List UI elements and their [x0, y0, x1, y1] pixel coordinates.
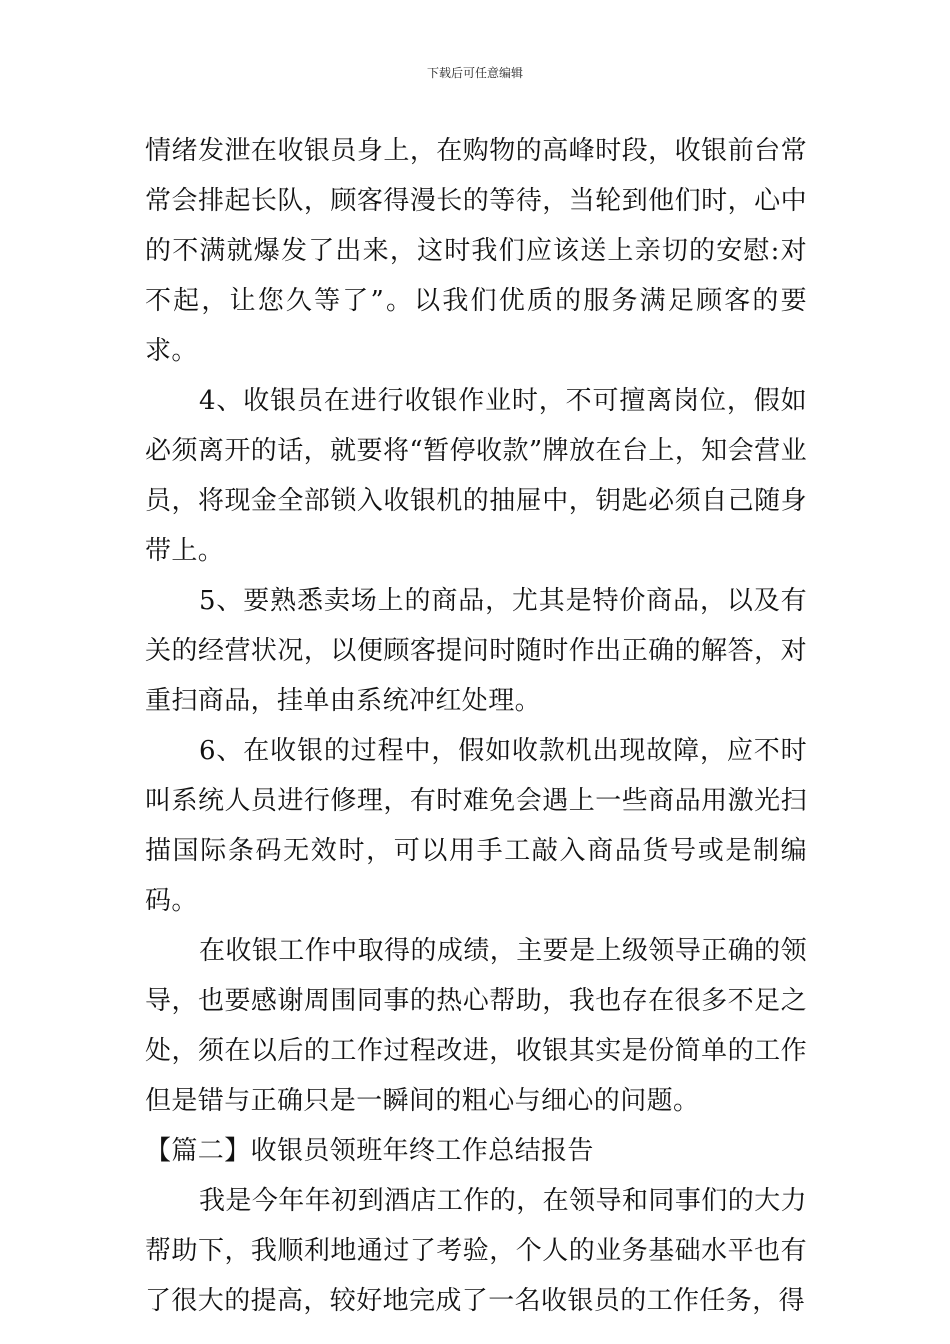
paragraph-section-intro: 我是今年年初到酒店工作的，在领导和同事们的大力帮助下，我顺利地通过了考验，个人的业务基础水平也有了很大的提高，较好地完成了一名收银员的工作任务，得: [145, 1186, 807, 1316]
page-header-note: 下载后可任意编辑: [426, 66, 523, 80]
paragraph-item-6: 6、在收银的过程中，假如收款机出现故障，应不时叫系统人员进行修理，有时难免会遇上一些商品用激光扫描国际条码无效时，可以用手工敲入商品货号或是制编码。: [145, 736, 807, 916]
paragraph-continuation: 情绪发泄在收银员身上，在购物的高峰时段，收银前台常常会排起长队，顾客得漫长的等待，当轮到他们时，心中的不满就爆发了出来，这时我们应该送上亲切的安慰:对不起，让您久等了”。以我们优质的服务满足顾客的要求。: [145, 136, 807, 366]
paragraph-item-5: 5、要熟悉卖场上的商品，尤其是特价商品，以及有关的经营状况，以便顾客提问时随时作出正确的解答，对重扫商品，挂单由系统冲红处理。: [145, 586, 807, 716]
section-title: 【篇二】收银员领班年终工作总结报告: [145, 1136, 594, 1166]
document-body: [145, 126, 807, 1326]
paragraph-conclusion: 在收银工作中取得的成绩，主要是上级领导正确的领导，也要感谢周围同事的热心帮助，我也存在很多不足之处，须在以后的工作过程改进，收银其实是份简单的工作但是错与正确只是一瞬间的粗心与细心的问题。: [145, 936, 807, 1116]
paragraph-item-4: 4、收银员在进行收银作业时，不可擅离岗位，假如必须离开的话，就要将“暂停收款”牌放在台上，知会营业员，将现金全部锁入收银机的抽屉中，钥匙必须自己随身带上。: [145, 386, 807, 566]
